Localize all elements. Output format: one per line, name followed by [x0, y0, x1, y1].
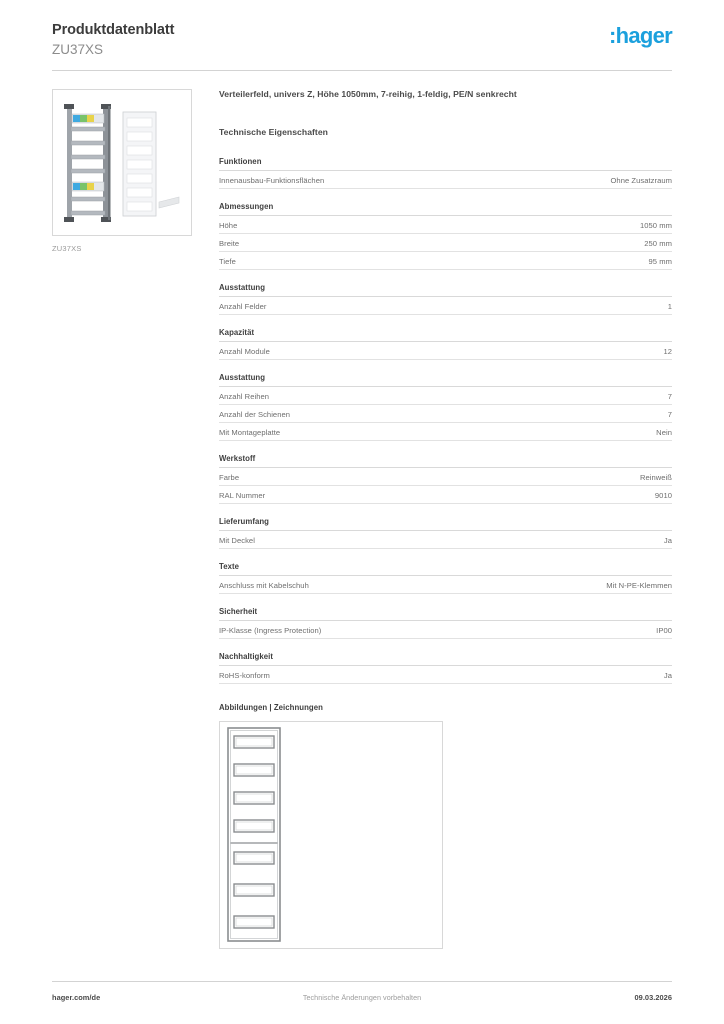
footer-date: 09.03.2026: [634, 992, 672, 1002]
spec-row: [219, 666, 672, 684]
spec-group: [219, 652, 672, 684]
footer-website-link[interactable]: hager.com/de: [52, 992, 101, 1002]
spec-group-title: Kapazität: [219, 328, 672, 342]
product-photo-caption: ZU37XS: [52, 244, 82, 253]
spec-value: Mit N-PE-Klemmen: [606, 580, 672, 590]
spec-value: 95 mm: [648, 256, 672, 266]
product-description: Verteilerfeld, univers Z, Höhe 1050mm, 7-reihig, 1-feldig, PE/N senkrecht: [219, 89, 517, 99]
spec-row: [219, 468, 672, 486]
spec-group-title: Ausstattung: [219, 283, 672, 297]
header-titles: [52, 22, 174, 58]
page-header: [52, 22, 672, 68]
footer-disclaimer: Technische Änderungen vorbehalten: [302, 992, 422, 1002]
spec-group: [219, 157, 672, 189]
spec-group-title: Funktionen: [219, 157, 672, 171]
spec-group-title: Abmessungen: [219, 202, 672, 216]
spec-label: Tiefe: [219, 256, 236, 266]
spec-value: IP00: [656, 625, 672, 635]
spec-group-title: Werkstoff: [219, 454, 672, 468]
spec-label: RAL Nummer: [219, 490, 266, 500]
spec-label: Anzahl der Schienen: [219, 409, 291, 419]
spec-label: Höhe: [219, 220, 238, 230]
spec-row: [219, 486, 672, 504]
spec-group-title: Sicherheit: [219, 607, 672, 621]
spec-label: Mit Deckel: [219, 535, 255, 545]
spec-row: [219, 621, 672, 639]
spec-label: RoHS-konform: [219, 670, 270, 680]
specification-column: [219, 89, 672, 949]
spec-group: [219, 454, 672, 504]
spec-value: Reinweiß: [639, 472, 672, 482]
specification-groups: [219, 157, 672, 684]
spec-row: [219, 405, 672, 423]
spec-row: [219, 252, 672, 270]
spec-value: Ohne Zusatzraum: [610, 175, 672, 185]
spec-group: [219, 517, 672, 549]
spec-value: Ja: [663, 670, 672, 680]
spec-row: [219, 423, 672, 441]
drawings-heading: Abbildungen | Zeichnungen: [219, 703, 323, 712]
spec-row: [219, 576, 672, 594]
spec-label: Innenausbau-Funktionsflächen: [219, 175, 325, 185]
page-footer: [52, 990, 672, 1004]
spec-group-title: Nachhaltigkeit: [219, 652, 672, 666]
spec-value: Ja: [663, 535, 672, 545]
spec-label: Breite: [219, 238, 240, 248]
spec-value: 7: [667, 391, 672, 401]
spec-group: [219, 328, 672, 360]
footer-divider: [52, 981, 672, 982]
product-photo-image: [53, 90, 191, 235]
product-photo-frame: [52, 89, 192, 236]
spec-row: [219, 342, 672, 360]
spec-value: 1050 mm: [639, 220, 672, 230]
spec-group: [219, 202, 672, 270]
spec-label: Mit Montageplatte: [219, 427, 281, 437]
spec-value: 1: [667, 301, 672, 311]
spec-row: [219, 531, 672, 549]
spec-value: 12: [663, 346, 672, 356]
spec-value: 250 mm: [644, 238, 672, 248]
spec-group-title: Lieferumfang: [219, 517, 672, 531]
spec-group-title: Ausstattung: [219, 373, 672, 387]
spec-value: 7: [667, 409, 672, 419]
technical-drawing-front-view: [220, 722, 442, 948]
spec-label: Farbe: [219, 472, 240, 482]
spec-row: [219, 297, 672, 315]
page-title: Produktdatenblatt: [52, 22, 175, 38]
spec-row: [219, 234, 672, 252]
spec-row: [219, 216, 672, 234]
spec-row: [219, 171, 672, 189]
spec-label: Anzahl Felder: [219, 301, 267, 311]
spec-label: Anschluss mit Kabelschuh: [219, 580, 309, 590]
spec-group: [219, 373, 672, 441]
spec-group: [219, 562, 672, 594]
spec-group: [219, 283, 672, 315]
product-photo-column: [52, 89, 192, 253]
technical-properties-heading: Technische Eigenschaften: [219, 127, 328, 137]
spec-label: Anzahl Module: [219, 346, 270, 356]
spec-row: [219, 387, 672, 405]
hager-logo: :hager: [608, 23, 672, 48]
technical-drawing-frame: [219, 721, 443, 949]
header-divider: [52, 70, 672, 71]
spec-value: 9010: [654, 490, 672, 500]
spec-label: Anzahl Reihen: [219, 391, 270, 401]
spec-label: IP-Klasse (Ingress Protection): [219, 625, 322, 635]
spec-group-title: Texte: [219, 562, 672, 576]
spec-group: [219, 607, 672, 639]
spec-value: Nein: [656, 427, 672, 437]
drawings-block: [219, 703, 672, 949]
page-subtitle-article-number: ZU37XS: [52, 42, 104, 57]
